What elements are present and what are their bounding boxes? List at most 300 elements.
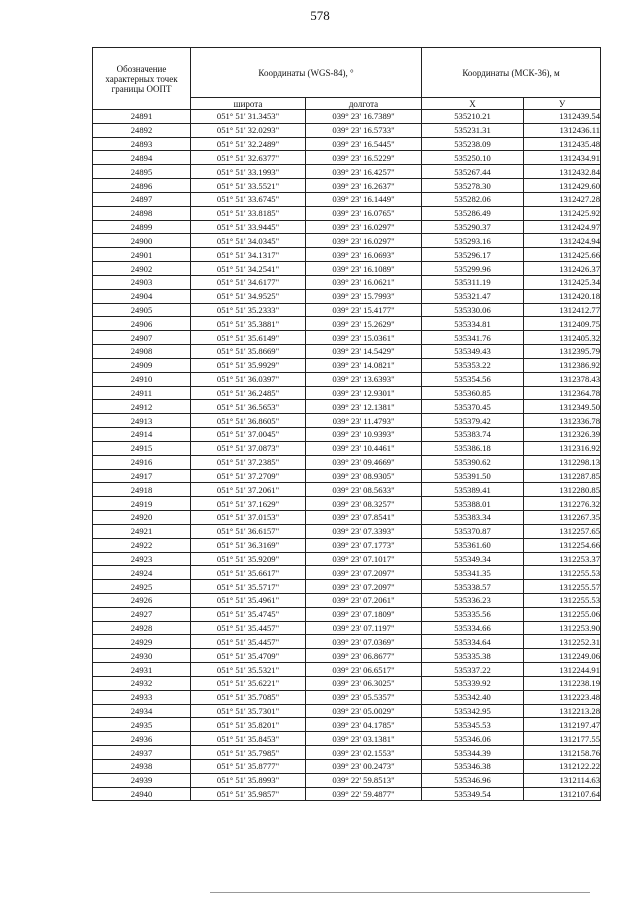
page-number: 578 bbox=[310, 8, 330, 23]
y-coordinate-cell: 1312412.77 bbox=[524, 303, 601, 317]
x-coordinate-cell: 535388.01 bbox=[422, 497, 524, 511]
x-coordinate-cell: 535210.21 bbox=[422, 110, 524, 124]
longitude-cell: 039° 23' 16.0765" bbox=[306, 206, 422, 220]
latitude-cell: 051° 51' 37.0153" bbox=[191, 511, 306, 525]
point-id-cell: 24898 bbox=[93, 206, 191, 220]
latitude-cell: 051° 51' 33.6745" bbox=[191, 192, 306, 206]
y-coordinate-cell: 1312425.34 bbox=[524, 275, 601, 289]
y-coordinate-cell: 1312436.11 bbox=[524, 123, 601, 137]
longitude-cell: 039° 23' 11.4793" bbox=[306, 414, 422, 428]
y-coordinate-cell: 1312249.06 bbox=[524, 649, 601, 663]
latitude-cell: 051° 51' 35.9857" bbox=[191, 787, 306, 801]
y-coordinate-cell: 1312254.66 bbox=[524, 538, 601, 552]
longitude-cell: 039° 23' 14.5429" bbox=[306, 345, 422, 359]
table-row bbox=[93, 317, 601, 331]
longitude-cell: 039° 23' 16.5445" bbox=[306, 137, 422, 151]
x-coordinate-cell: 535349.43 bbox=[422, 345, 524, 359]
point-id-cell: 24920 bbox=[93, 511, 191, 525]
point-id-cell: 24904 bbox=[93, 289, 191, 303]
table-row bbox=[93, 151, 601, 165]
point-id-cell: 24917 bbox=[93, 469, 191, 483]
y-coordinate-cell: 1312255.06 bbox=[524, 607, 601, 621]
longitude-cell: 039° 23' 07.0369" bbox=[306, 635, 422, 649]
x-coordinate-cell: 535342.40 bbox=[422, 690, 524, 704]
y-coordinate-cell: 1312434.91 bbox=[524, 151, 601, 165]
y-coordinate-cell: 1312276.32 bbox=[524, 497, 601, 511]
point-id-cell: 24929 bbox=[93, 635, 191, 649]
y-coordinate-cell: 1312107.64 bbox=[524, 787, 601, 801]
x-coordinate-cell: 535238.09 bbox=[422, 137, 524, 151]
latitude-cell: 051° 51' 35.2333" bbox=[191, 303, 306, 317]
latitude-cell: 051° 51' 35.9929" bbox=[191, 358, 306, 372]
x-coordinate-cell: 535390.62 bbox=[422, 455, 524, 469]
latitude-cell: 051° 51' 35.4457" bbox=[191, 635, 306, 649]
latitude-cell: 051° 51' 35.3881" bbox=[191, 317, 306, 331]
table-row bbox=[93, 469, 601, 483]
y-coordinate-cell: 1312255.57 bbox=[524, 580, 601, 594]
point-id-cell: 24892 bbox=[93, 123, 191, 137]
latitude-cell: 051° 51' 35.8201" bbox=[191, 718, 306, 732]
latitude-cell: 051° 51' 35.7085" bbox=[191, 690, 306, 704]
x-coordinate-cell: 535290.37 bbox=[422, 220, 524, 234]
longitude-cell: 039° 23' 07.2097" bbox=[306, 580, 422, 594]
point-id-cell: 24940 bbox=[93, 787, 191, 801]
point-id-cell: 24893 bbox=[93, 137, 191, 151]
table-row bbox=[93, 538, 601, 552]
y-coordinate-cell: 1312252.31 bbox=[524, 635, 601, 649]
longitude-cell: 039° 23' 16.1449" bbox=[306, 192, 422, 206]
longitude-cell: 039° 23' 16.5229" bbox=[306, 151, 422, 165]
y-coordinate-cell: 1312255.53 bbox=[524, 566, 601, 580]
longitude-cell: 039° 23' 16.2637" bbox=[306, 179, 422, 193]
latitude-cell: 051° 51' 36.0397" bbox=[191, 372, 306, 386]
x-coordinate-cell: 535361.60 bbox=[422, 538, 524, 552]
table-row bbox=[93, 428, 601, 442]
longitude-cell: 039° 23' 16.5733" bbox=[306, 123, 422, 137]
y-coordinate-cell: 1312424.97 bbox=[524, 220, 601, 234]
table-row bbox=[93, 621, 601, 635]
longitude-cell: 039° 23' 10.4461" bbox=[306, 441, 422, 455]
latitude-cell: 051° 51' 35.4745" bbox=[191, 607, 306, 621]
latitude-cell: 051° 51' 35.5321" bbox=[191, 663, 306, 677]
point-id-cell: 24901 bbox=[93, 248, 191, 262]
y-coordinate-cell: 1312425.92 bbox=[524, 206, 601, 220]
latitude-cell: 051° 51' 35.4457" bbox=[191, 621, 306, 635]
y-coordinate-cell: 1312349.50 bbox=[524, 400, 601, 414]
point-id-cell: 24914 bbox=[93, 428, 191, 442]
x-coordinate-cell: 535383.34 bbox=[422, 511, 524, 525]
x-coordinate-cell: 535349.54 bbox=[422, 787, 524, 801]
table-row bbox=[93, 455, 601, 469]
table-row bbox=[93, 773, 601, 787]
table-row bbox=[93, 137, 601, 151]
longitude-cell: 039° 23' 06.3025" bbox=[306, 676, 422, 690]
point-id-cell: 24936 bbox=[93, 732, 191, 746]
table-row bbox=[93, 262, 601, 276]
point-id-cell: 24916 bbox=[93, 455, 191, 469]
x-coordinate-cell: 535330.06 bbox=[422, 303, 524, 317]
latitude-cell: 051° 51' 35.8669" bbox=[191, 345, 306, 359]
wgs84-header: Координаты (WGS-84), ° bbox=[191, 48, 422, 98]
latitude-cell: 051° 51' 34.0345" bbox=[191, 234, 306, 248]
table-row bbox=[93, 497, 601, 511]
point-id-cell: 24922 bbox=[93, 538, 191, 552]
table-body bbox=[93, 110, 601, 801]
longitude-cell: 039° 23' 10.9393" bbox=[306, 428, 422, 442]
table-row bbox=[93, 580, 601, 594]
table-row bbox=[93, 704, 601, 718]
latitude-cell: 051° 51' 32.2489" bbox=[191, 137, 306, 151]
x-coordinate-cell: 535349.34 bbox=[422, 552, 524, 566]
table-row bbox=[93, 524, 601, 538]
longitude-cell: 039° 23' 14.0821" bbox=[306, 358, 422, 372]
longitude-cell: 039° 23' 07.1017" bbox=[306, 552, 422, 566]
x-coordinate-cell: 535267.44 bbox=[422, 165, 524, 179]
latitude-cell: 051° 51' 35.4961" bbox=[191, 593, 306, 607]
x-coordinate-cell: 535339.92 bbox=[422, 676, 524, 690]
x-coordinate-cell: 535341.35 bbox=[422, 566, 524, 580]
y-coordinate-cell: 1312435.48 bbox=[524, 137, 601, 151]
y-coordinate-cell: 1312429.60 bbox=[524, 179, 601, 193]
table-row bbox=[93, 110, 601, 124]
x-coordinate-cell: 535336.23 bbox=[422, 593, 524, 607]
y-coordinate-cell: 1312255.53 bbox=[524, 593, 601, 607]
table-row bbox=[93, 289, 601, 303]
latitude-cell: 051° 51' 32.6377" bbox=[191, 151, 306, 165]
table-row bbox=[93, 552, 601, 566]
longitude-cell: 039° 23' 07.3393" bbox=[306, 524, 422, 538]
latitude-cell: 051° 51' 33.8185" bbox=[191, 206, 306, 220]
y-coordinate-cell: 1312432.84 bbox=[524, 165, 601, 179]
table-row bbox=[93, 275, 601, 289]
point-id-cell: 24937 bbox=[93, 746, 191, 760]
longitude-cell: 039° 23' 12.9301" bbox=[306, 386, 422, 400]
latitude-cell: 051° 51' 35.7985" bbox=[191, 746, 306, 760]
latitude-cell: 051° 51' 35.8777" bbox=[191, 759, 306, 773]
longitude-cell: 039° 23' 15.7993" bbox=[306, 289, 422, 303]
x-coordinate-cell: 535334.66 bbox=[422, 621, 524, 635]
x-coordinate-cell: 535334.64 bbox=[422, 635, 524, 649]
longitude-cell: 039° 23' 03.1381" bbox=[306, 732, 422, 746]
longitude-cell: 039° 23' 15.0361" bbox=[306, 331, 422, 345]
longitude-cell: 039° 23' 07.2061" bbox=[306, 593, 422, 607]
latitude-cell: 051° 51' 36.5653" bbox=[191, 400, 306, 414]
y-coordinate-cell: 1312316.92 bbox=[524, 441, 601, 455]
x-coordinate-cell: 535386.18 bbox=[422, 441, 524, 455]
point-id-cell: 24903 bbox=[93, 275, 191, 289]
y-coordinate-cell: 1312158.76 bbox=[524, 746, 601, 760]
y-coordinate-cell: 1312238.19 bbox=[524, 676, 601, 690]
table-row bbox=[93, 787, 601, 801]
point-id-cell: 24895 bbox=[93, 165, 191, 179]
x-coordinate-cell: 535346.38 bbox=[422, 759, 524, 773]
x-coordinate-cell: 535250.10 bbox=[422, 151, 524, 165]
x-coordinate-cell: 535282.06 bbox=[422, 192, 524, 206]
x-coordinate-cell: 535299.96 bbox=[422, 262, 524, 276]
table-row bbox=[93, 635, 601, 649]
y-coordinate-cell: 1312427.28 bbox=[524, 192, 601, 206]
y-coordinate-cell: 1312426.37 bbox=[524, 262, 601, 276]
table-row bbox=[93, 206, 601, 220]
point-id-cell: 24932 bbox=[93, 676, 191, 690]
y-coordinate-cell: 1312114.63 bbox=[524, 773, 601, 787]
x-coordinate-cell: 535321.47 bbox=[422, 289, 524, 303]
point-id-cell: 24894 bbox=[93, 151, 191, 165]
x-coordinate-cell: 535335.56 bbox=[422, 607, 524, 621]
table-row bbox=[93, 732, 601, 746]
point-id-header: Обозначение характерных точек границы ООПТ bbox=[93, 48, 191, 110]
point-id-cell: 24923 bbox=[93, 552, 191, 566]
y-coordinate-cell: 1312287.85 bbox=[524, 469, 601, 483]
longitude-cell: 039° 23' 08.3257" bbox=[306, 497, 422, 511]
longitude-cell: 039° 22' 59.4877" bbox=[306, 787, 422, 801]
x-coordinate-cell: 535370.45 bbox=[422, 400, 524, 414]
y-coordinate-cell: 1312213.28 bbox=[524, 704, 601, 718]
longitude-cell: 039° 23' 02.1553" bbox=[306, 746, 422, 760]
longitude-cell: 039° 22' 59.8513" bbox=[306, 773, 422, 787]
page-bottom-line bbox=[210, 892, 590, 893]
longitude-cell: 039° 23' 16.0297" bbox=[306, 234, 422, 248]
y-coordinate-cell: 1312405.32 bbox=[524, 331, 601, 345]
y-coordinate-cell: 1312424.94 bbox=[524, 234, 601, 248]
x-coordinate-cell: 535311.19 bbox=[422, 275, 524, 289]
x-coordinate-cell: 535370.87 bbox=[422, 524, 524, 538]
table-row bbox=[93, 759, 601, 773]
latitude-cell: 051° 51' 31.3453" bbox=[191, 110, 306, 124]
point-id-cell: 24938 bbox=[93, 759, 191, 773]
point-id-cell: 24919 bbox=[93, 497, 191, 511]
table-row bbox=[93, 331, 601, 345]
table-row bbox=[93, 358, 601, 372]
x-coordinate-cell: 535360.85 bbox=[422, 386, 524, 400]
x-coordinate-cell: 535286.49 bbox=[422, 206, 524, 220]
longitude-cell: 039° 23' 06.8677" bbox=[306, 649, 422, 663]
y-coordinate-cell: 1312223.48 bbox=[524, 690, 601, 704]
x-coordinate-cell: 535278.30 bbox=[422, 179, 524, 193]
table-row bbox=[93, 483, 601, 497]
point-id-cell: 24912 bbox=[93, 400, 191, 414]
y-coordinate-cell: 1312420.18 bbox=[524, 289, 601, 303]
latitude-cell: 051° 51' 35.4709" bbox=[191, 649, 306, 663]
y-coordinate-cell: 1312244.91 bbox=[524, 663, 601, 677]
table-row bbox=[93, 179, 601, 193]
latitude-cell: 051° 51' 37.0045" bbox=[191, 428, 306, 442]
latitude-cell: 051° 51' 34.6177" bbox=[191, 275, 306, 289]
table-row bbox=[93, 607, 601, 621]
point-id-cell: 24939 bbox=[93, 773, 191, 787]
x-coordinate-cell: 535231.31 bbox=[422, 123, 524, 137]
point-id-cell: 24906 bbox=[93, 317, 191, 331]
latitude-cell: 051° 51' 33.5521" bbox=[191, 179, 306, 193]
y-coordinate-cell: 1312253.90 bbox=[524, 621, 601, 635]
y-coordinate-cell: 1312425.66 bbox=[524, 248, 601, 262]
x-coordinate-cell: 535346.96 bbox=[422, 773, 524, 787]
longitude-cell: 039° 23' 16.0693" bbox=[306, 248, 422, 262]
x-coordinate-cell: 535337.22 bbox=[422, 663, 524, 677]
latitude-cell: 051° 51' 34.1317" bbox=[191, 248, 306, 262]
table-row bbox=[93, 123, 601, 137]
point-id-cell: 24900 bbox=[93, 234, 191, 248]
table-row bbox=[93, 234, 601, 248]
y-coordinate-cell: 1312364.78 bbox=[524, 386, 601, 400]
y-coordinate-cell: 1312122.22 bbox=[524, 759, 601, 773]
point-id-cell: 24909 bbox=[93, 358, 191, 372]
y-coordinate-cell: 1312336.78 bbox=[524, 414, 601, 428]
point-id-cell: 24907 bbox=[93, 331, 191, 345]
point-id-cell: 24927 bbox=[93, 607, 191, 621]
longitude-cell: 039° 23' 16.7389" bbox=[306, 110, 422, 124]
point-id-cell: 24908 bbox=[93, 345, 191, 359]
point-id-cell: 24928 bbox=[93, 621, 191, 635]
point-id-cell: 24930 bbox=[93, 649, 191, 663]
y-coordinate-cell: 1312177.55 bbox=[524, 732, 601, 746]
point-id-cell: 24899 bbox=[93, 220, 191, 234]
x-coordinate-cell: 535296.17 bbox=[422, 248, 524, 262]
y-coordinate-cell: 1312253.37 bbox=[524, 552, 601, 566]
latitude-cell: 051° 51' 35.8453" bbox=[191, 732, 306, 746]
table-row bbox=[93, 593, 601, 607]
table-row bbox=[93, 400, 601, 414]
table-row bbox=[93, 303, 601, 317]
latitude-header: широта bbox=[191, 98, 306, 110]
y-coordinate-cell: 1312298.13 bbox=[524, 455, 601, 469]
longitude-cell: 039° 23' 00.2473" bbox=[306, 759, 422, 773]
longitude-cell: 039° 23' 12.1381" bbox=[306, 400, 422, 414]
latitude-cell: 051° 51' 32.0293" bbox=[191, 123, 306, 137]
x-coordinate-cell: 535379.42 bbox=[422, 414, 524, 428]
latitude-cell: 051° 51' 36.2485" bbox=[191, 386, 306, 400]
longitude-cell: 039° 23' 05.0029" bbox=[306, 704, 422, 718]
point-id-cell: 24931 bbox=[93, 663, 191, 677]
table-row bbox=[93, 663, 601, 677]
latitude-cell: 051° 51' 36.8605" bbox=[191, 414, 306, 428]
y-coordinate-cell: 1312378.43 bbox=[524, 372, 601, 386]
x-coordinate-cell: 535345.53 bbox=[422, 718, 524, 732]
point-id-cell: 24897 bbox=[93, 192, 191, 206]
x-coordinate-cell: 535346.06 bbox=[422, 732, 524, 746]
longitude-cell: 039° 23' 13.6393" bbox=[306, 372, 422, 386]
table-row bbox=[93, 511, 601, 525]
x-coordinate-cell: 535335.38 bbox=[422, 649, 524, 663]
table-row bbox=[93, 345, 601, 359]
table-row bbox=[93, 566, 601, 580]
point-id-cell: 24896 bbox=[93, 179, 191, 193]
table-row bbox=[93, 441, 601, 455]
longitude-cell: 039° 23' 08.9305" bbox=[306, 469, 422, 483]
x-coordinate-cell: 535338.57 bbox=[422, 580, 524, 594]
point-id-cell: 24913 bbox=[93, 414, 191, 428]
latitude-cell: 051° 51' 34.9525" bbox=[191, 289, 306, 303]
latitude-cell: 051° 51' 37.2385" bbox=[191, 455, 306, 469]
longitude-cell: 039° 23' 05.5357" bbox=[306, 690, 422, 704]
point-id-cell: 24902 bbox=[93, 262, 191, 276]
point-id-cell: 24925 bbox=[93, 580, 191, 594]
table-row bbox=[93, 165, 601, 179]
point-id-cell: 24918 bbox=[93, 483, 191, 497]
point-id-cell: 24933 bbox=[93, 690, 191, 704]
longitude-cell: 039° 23' 06.6517" bbox=[306, 663, 422, 677]
table-row bbox=[93, 372, 601, 386]
x-coordinate-cell: 535389.41 bbox=[422, 483, 524, 497]
y-coordinate-cell: 1312257.65 bbox=[524, 524, 601, 538]
longitude-cell: 039° 23' 15.4177" bbox=[306, 303, 422, 317]
x-coordinate-cell: 535344.39 bbox=[422, 746, 524, 760]
point-id-cell: 24935 bbox=[93, 718, 191, 732]
longitude-cell: 039° 23' 16.1089" bbox=[306, 262, 422, 276]
latitude-cell: 051° 51' 37.0873" bbox=[191, 441, 306, 455]
point-id-cell: 24926 bbox=[93, 593, 191, 607]
table-row bbox=[93, 746, 601, 760]
latitude-cell: 051° 51' 35.6617" bbox=[191, 566, 306, 580]
longitude-cell: 039° 23' 09.4669" bbox=[306, 455, 422, 469]
point-id-cell: 24911 bbox=[93, 386, 191, 400]
latitude-cell: 051° 51' 37.2709" bbox=[191, 469, 306, 483]
y-coordinate-cell: 1312386.92 bbox=[524, 358, 601, 372]
msk36-header: Координаты (МСК-36), м bbox=[422, 48, 601, 98]
longitude-cell: 039° 23' 16.0297" bbox=[306, 220, 422, 234]
y-coordinate-cell: 1312280.85 bbox=[524, 483, 601, 497]
point-id-cell: 24891 bbox=[93, 110, 191, 124]
longitude-cell: 039° 23' 07.1197" bbox=[306, 621, 422, 635]
table-row bbox=[93, 718, 601, 732]
longitude-header: долгота bbox=[306, 98, 422, 110]
x-coordinate-cell: 535383.74 bbox=[422, 428, 524, 442]
table-row bbox=[93, 248, 601, 262]
longitude-cell: 039° 23' 16.4257" bbox=[306, 165, 422, 179]
coordinates-table bbox=[92, 47, 601, 801]
y-coordinate-cell: 1312439.54 bbox=[524, 110, 601, 124]
longitude-cell: 039° 23' 07.8541" bbox=[306, 511, 422, 525]
latitude-cell: 051° 51' 35.8993" bbox=[191, 773, 306, 787]
latitude-cell: 051° 51' 33.9445" bbox=[191, 220, 306, 234]
latitude-cell: 051° 51' 37.1629" bbox=[191, 497, 306, 511]
point-id-cell: 24905 bbox=[93, 303, 191, 317]
latitude-cell: 051° 51' 34.2541" bbox=[191, 262, 306, 276]
table-row bbox=[93, 386, 601, 400]
point-id-cell: 24910 bbox=[93, 372, 191, 386]
longitude-cell: 039° 23' 07.2097" bbox=[306, 566, 422, 580]
latitude-cell: 051° 51' 36.3169" bbox=[191, 538, 306, 552]
point-id-cell: 24915 bbox=[93, 441, 191, 455]
table-row bbox=[93, 690, 601, 704]
x-coordinate-cell: 535353.22 bbox=[422, 358, 524, 372]
point-id-cell: 24934 bbox=[93, 704, 191, 718]
table-row bbox=[93, 220, 601, 234]
longitude-cell: 039° 23' 04.1785" bbox=[306, 718, 422, 732]
table-row bbox=[93, 649, 601, 663]
latitude-cell: 051° 51' 35.6149" bbox=[191, 331, 306, 345]
x-coordinate-cell: 535341.76 bbox=[422, 331, 524, 345]
latitude-cell: 051° 51' 35.5717" bbox=[191, 580, 306, 594]
y-coordinate-cell: 1312326.39 bbox=[524, 428, 601, 442]
latitude-cell: 051° 51' 36.6157" bbox=[191, 524, 306, 538]
x-coordinate-cell: 535342.95 bbox=[422, 704, 524, 718]
longitude-cell: 039° 23' 07.1809" bbox=[306, 607, 422, 621]
table-row bbox=[93, 192, 601, 206]
x-coordinate-cell: 535391.50 bbox=[422, 469, 524, 483]
latitude-cell: 051° 51' 37.2061" bbox=[191, 483, 306, 497]
longitude-cell: 039° 23' 07.1773" bbox=[306, 538, 422, 552]
x-header: X bbox=[422, 98, 524, 110]
longitude-cell: 039° 23' 16.0621" bbox=[306, 275, 422, 289]
table-row bbox=[93, 676, 601, 690]
x-coordinate-cell: 535334.81 bbox=[422, 317, 524, 331]
x-coordinate-cell: 535354.56 bbox=[422, 372, 524, 386]
latitude-cell: 051° 51' 35.9209" bbox=[191, 552, 306, 566]
y-coordinate-cell: 1312267.35 bbox=[524, 511, 601, 525]
y-coordinate-cell: 1312409.75 bbox=[524, 317, 601, 331]
table-row bbox=[93, 414, 601, 428]
